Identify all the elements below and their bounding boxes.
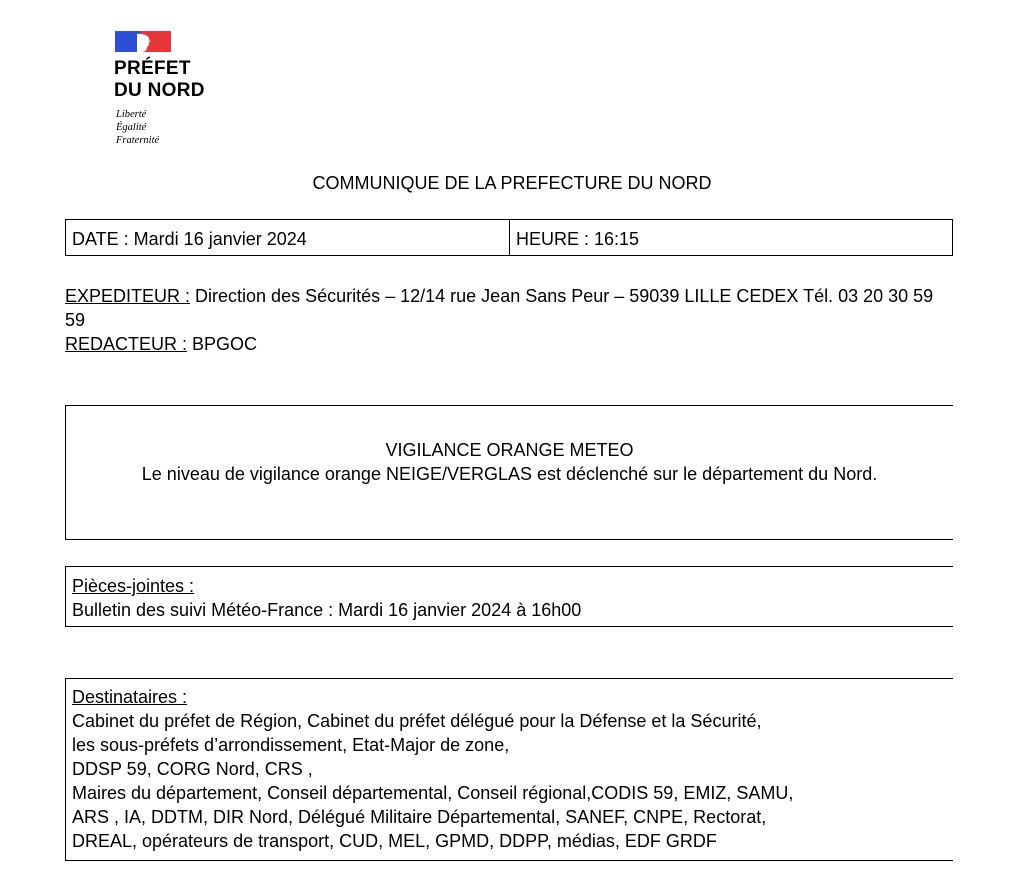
writer-label: REDACTEUR : xyxy=(65,334,188,354)
logo-title-line2: DU NORD xyxy=(114,80,205,101)
writer-value: BPGOC xyxy=(187,334,258,354)
date-time-table xyxy=(65,219,953,256)
attachments-value: Bulletin des suivi Météo-France : Mardi 16 janvier 2024 à 16h00 xyxy=(72,600,582,620)
recipients-line: Maires du département, Conseil départemental, Conseil régional,CODIS 59, EMIZ, SAMU, xyxy=(72,783,794,803)
vigilance-box xyxy=(65,405,953,540)
recipients-line: DDSP 59, CORG Nord, CRS , xyxy=(72,759,313,779)
motto-fraternite: Fraternité xyxy=(116,135,160,146)
recipients-box xyxy=(65,678,953,861)
sender-label: EXPEDITEUR : xyxy=(65,286,191,306)
vigilance-content xyxy=(86,438,933,486)
attachments-box xyxy=(65,566,953,627)
attachments-label: Pièces-jointes : xyxy=(72,576,195,596)
sender-block xyxy=(65,284,955,356)
recipients-line: ARS , IA, DDTM, DIR Nord, Délégué Militaire Départemental, SANEF, CNPE, Rectorat, xyxy=(72,807,767,827)
date-cell: DATE : Mardi 16 janvier 2024 xyxy=(66,220,510,255)
motto-egalite: Égalité xyxy=(116,122,147,133)
vigilance-heading: VIGILANCE ORANGE METEO xyxy=(385,440,634,460)
recipients-label: Destinataires : xyxy=(72,687,188,707)
sender-value: Direction des Sécurités – 12/14 rue Jean Sans Peur – 59039 LILLE CEDEX Tél. 03 20 30 59 59 xyxy=(65,286,934,330)
logo-title-line1: PRÉFET xyxy=(114,58,191,79)
writer-line xyxy=(65,332,955,356)
page-title: COMMUNIQUE DE LA PREFECTURE DU NORD xyxy=(312,173,712,193)
sender-line xyxy=(65,284,955,332)
marianne-flag-logo xyxy=(115,31,171,52)
recipients-line: Cabinet du préfet de Région, Cabinet du préfet délégué pour la Défense et la Sécurité, xyxy=(72,711,762,731)
recipients-line: les sous-préfets d’arrondissement, Etat-Major de zone, xyxy=(72,735,510,755)
motto-liberte: Liberté xyxy=(116,109,147,120)
vigilance-body: Le niveau de vigilance orange NEIGE/VERGLAS est déclenché sur le département du Nord. xyxy=(141,464,878,484)
recipients-line: DREAL, opérateurs de transport, CUD, MEL, GPMD, DDPP, médias, EDF GRDF xyxy=(72,831,717,851)
time-cell: HEURE : 16:15 xyxy=(516,229,640,249)
